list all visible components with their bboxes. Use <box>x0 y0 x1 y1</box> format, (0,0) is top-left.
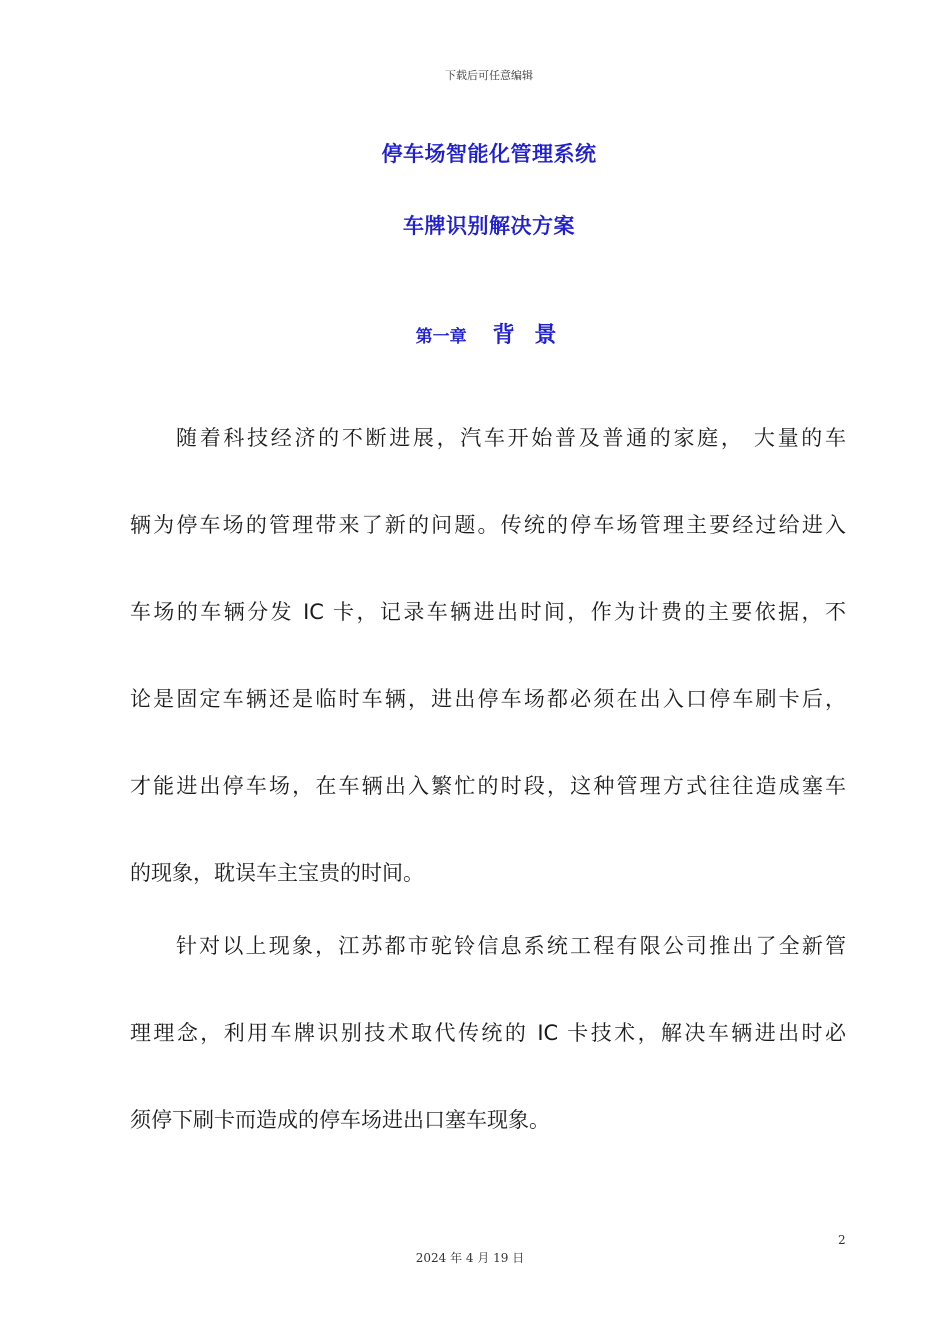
chapter-number: 第一章 <box>415 327 467 347</box>
footer-date: 2024 年 4 月 19 日 <box>415 1251 525 1265</box>
paragraph-line: 须停下刷卡而造成的停车场进出口塞车现象。 <box>130 1108 550 1132</box>
paragraph-line: 随着科技经济的不断进展，汽车开始普及普通的家庭， 大量的车 <box>176 426 846 450</box>
chapter-name: 背 景 <box>492 323 563 348</box>
paragraph-line: 车场的车辆分发 IC 卡，记录车辆进出时间，作为计费的主要依据，不 <box>130 600 846 624</box>
chapter-heading <box>0 318 950 349</box>
header-note: 下载后可任意编辑 <box>445 69 533 82</box>
document-title: 停车场智能化管理系统 <box>381 142 597 166</box>
paragraph-line: 论是固定车辆还是临时车辆，进出停车场都必须在出入口停车刷卡后， <box>130 687 846 711</box>
paragraph-line: 的现象，耽误车主宝贵的时间。 <box>130 861 424 885</box>
paragraph-line: 理理念，利用车牌识别技术取代传统的 IC 卡技术，解决车辆进出时必 <box>130 1021 846 1045</box>
paragraph-line: 辆为停车场的管理带来了新的问题。传统的停车场管理主要经过给进入 <box>130 513 846 537</box>
page-number: 2 <box>838 1233 846 1247</box>
paragraph-line: 针对以上现象，江苏都市驼铃信息系统工程有限公司推出了全新管 <box>176 934 846 958</box>
document-subtitle: 车牌识别解决方案 <box>403 214 575 238</box>
paragraph-line: 才能进出停车场，在车辆出入繁忙的时段，这种管理方式往往造成塞车 <box>130 774 846 798</box>
